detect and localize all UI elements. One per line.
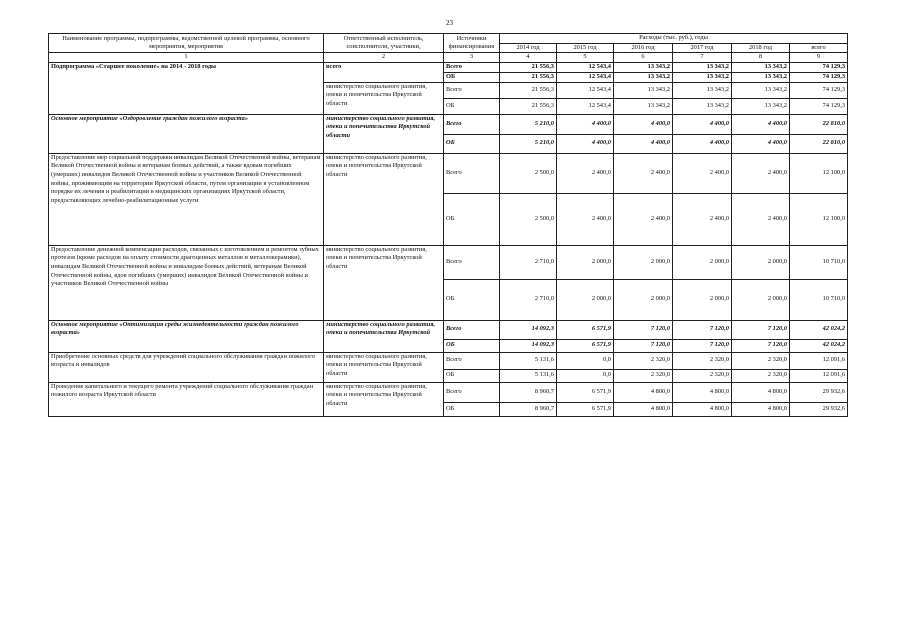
value-cell: 4 400,0	[614, 134, 673, 153]
value-cell: 2 400,0	[614, 153, 673, 193]
value-cell: 2 000,0	[673, 245, 732, 279]
column-number: 9	[790, 53, 848, 63]
value-cell: 6 571,9	[557, 339, 614, 352]
value-cell: 13 343,2	[673, 62, 732, 72]
value-cell: 4 400,0	[557, 134, 614, 153]
value-cell: 0,0	[557, 369, 614, 382]
value-cell: 7 120,0	[732, 339, 790, 352]
executor-cell: министерство социального развития, опеки и попечительства Иркутской области	[324, 382, 444, 416]
source-cell: ОБ	[444, 193, 500, 245]
total-cell: 10 710,0	[790, 245, 848, 279]
value-cell: 5 131,6	[500, 369, 557, 382]
main-activity-name: Основное мероприятие «Оптимизация среды жизнедеятельности граждан пожилого возраста»	[49, 320, 324, 352]
value-cell: 7 120,0	[732, 320, 790, 339]
value-cell: 12 543,4	[557, 72, 614, 82]
executor-cell: министерство социального развития, опеки и попечительства Иркутской области	[324, 153, 444, 245]
value-cell: 6 571,9	[557, 402, 614, 416]
value-cell: 4 800,0	[614, 382, 673, 402]
activity-name: Предоставление денежной компенсации расходов, связанных с изготовлением и ремонтом зубных протезов (кроме расходов на оплату стоимости драгоценных металлов и металлокерамики), инвалидам Великой Отечественной войны и инвалидам боевых действий, ветеранам Великой Отечественной войны, вдов погибших (умерших) инвалидов Великой Отечественной войны и участников Великой Отечественной войны	[49, 245, 324, 320]
value-cell: 4 800,0	[673, 382, 732, 402]
value-cell: 2 400,0	[614, 193, 673, 245]
value-cell: 14 092,3	[500, 339, 557, 352]
value-cell: 7 120,0	[614, 320, 673, 339]
value-cell: 4 400,0	[557, 114, 614, 134]
executor-cell: министерство социального развития, опеки и попечительства Иркутской области	[324, 114, 444, 153]
value-cell: 12 543,4	[557, 98, 614, 114]
executor-cell: министерство социального развития, опеки и попечительства Иркутской	[324, 320, 444, 352]
source-cell: Всего	[444, 114, 500, 134]
value-cell: 4 400,0	[614, 114, 673, 134]
value-cell: 2 320,0	[732, 352, 790, 369]
header-total: всего	[790, 43, 848, 53]
value-cell: 4 400,0	[673, 134, 732, 153]
value-cell: 4 800,0	[673, 402, 732, 416]
total-cell: 22 810,0	[790, 114, 848, 134]
source-cell: Всего	[444, 245, 500, 279]
value-cell: 13 343,2	[732, 82, 790, 98]
value-cell: 13 343,2	[732, 98, 790, 114]
header-expenses: Расходы (тыс. руб.), годы	[500, 34, 848, 44]
total-cell: 10 710,0	[790, 279, 848, 320]
value-cell: 13 343,2	[732, 62, 790, 72]
value-cell: 14 092,3	[500, 320, 557, 339]
value-cell: 2 500,0	[500, 153, 557, 193]
header-program: Наименование программы, подпрограммы, ведомственной целевой программы, основного мероприятия, мероприятия	[49, 34, 324, 53]
source-cell: ОБ	[444, 402, 500, 416]
value-cell: 8 960,7	[500, 382, 557, 402]
column-number: 5	[557, 53, 614, 63]
source-cell: Всего	[444, 62, 500, 72]
header-executor: Ответственный исполнитель, соисполнители, участники,	[324, 34, 444, 53]
value-cell: 8 960,7	[500, 402, 557, 416]
total-cell: 74 129,3	[790, 72, 848, 82]
header-year: 2017 год	[673, 43, 732, 53]
value-cell: 2 000,0	[732, 245, 790, 279]
executor-cell: министерство социального развития, опеки и попечительства Иркутской области	[324, 245, 444, 320]
value-cell: 2 000,0	[614, 245, 673, 279]
activity-name: Проведение капитального и текущего ремонта учреждений социального обслуживания граждан пожилого возраста Иркутской области	[49, 382, 324, 416]
value-cell: 0,0	[557, 352, 614, 369]
value-cell: 5 210,0	[500, 114, 557, 134]
value-cell: 13 343,2	[614, 62, 673, 72]
value-cell: 21 556,3	[500, 98, 557, 114]
column-number: 8	[732, 53, 790, 63]
value-cell: 21 556,3	[500, 72, 557, 82]
value-cell: 2 000,0	[732, 279, 790, 320]
total-cell: 29 932,6	[790, 382, 848, 402]
executor-cell: всего	[324, 62, 444, 82]
value-cell: 21 556,3	[500, 82, 557, 98]
value-cell: 12 543,4	[557, 82, 614, 98]
budget-table	[48, 33, 848, 417]
header-year: 2016 год	[614, 43, 673, 53]
header-year: 2015 год	[557, 43, 614, 53]
value-cell: 7 120,0	[673, 339, 732, 352]
value-cell: 2 000,0	[614, 279, 673, 320]
value-cell: 2 400,0	[557, 153, 614, 193]
value-cell: 21 556,3	[500, 62, 557, 72]
source-cell: Всего	[444, 153, 500, 193]
value-cell: 4 800,0	[732, 382, 790, 402]
value-cell: 13 343,2	[614, 82, 673, 98]
value-cell: 13 343,2	[614, 72, 673, 82]
source-cell: ОБ	[444, 134, 500, 153]
column-number: 3	[444, 53, 500, 63]
column-number: 7	[673, 53, 732, 63]
value-cell: 6 571,9	[557, 382, 614, 402]
value-cell: 4 400,0	[732, 114, 790, 134]
total-cell: 12 100,0	[790, 193, 848, 245]
total-cell: 74 129,3	[790, 98, 848, 114]
activity-name: Предоставление мер социальной поддержки инвалидам Великой Отечественной войны, ветеранам Великой Отечественной войны и ветеранам боевых действий, а также вдовам погибших (умерших) инвалидов Великой Отечественной войны и участников Великой Отечественной войны, проживающим на территории Иркутской области, путем организации в установленном порядке их лечения и реабилитации в медицинских организациях Иркутской области, предоставляющих лечебно-реабилитационные услуги	[49, 153, 324, 245]
value-cell: 2 400,0	[673, 153, 732, 193]
value-cell: 12 543,4	[557, 62, 614, 72]
source-cell: Всего	[444, 82, 500, 98]
value-cell: 2 400,0	[673, 193, 732, 245]
value-cell: 7 120,0	[673, 320, 732, 339]
value-cell: 5 131,6	[500, 352, 557, 369]
value-cell: 2 710,0	[500, 245, 557, 279]
value-cell: 13 343,2	[673, 82, 732, 98]
main-activity-name: Основное мероприятие «Оздоровление граждан пожилого возраста»	[49, 114, 324, 153]
source-cell: ОБ	[444, 98, 500, 114]
executor-cell: министерство социального развития, опеки и попечительства Иркутской области	[324, 82, 444, 114]
subprogram-name: Подпрограмма «Старшее поколение» на 2014 - 2018 годы	[49, 62, 324, 114]
total-cell: 29 932,6	[790, 402, 848, 416]
value-cell: 2 320,0	[732, 369, 790, 382]
column-number: 1	[49, 53, 324, 63]
value-cell: 4 800,0	[732, 402, 790, 416]
source-cell: ОБ	[444, 339, 500, 352]
total-cell: 12 091,6	[790, 369, 848, 382]
activity-name: Приобретение основных средств для учреждений социального обслуживания граждан пожилого возраста и инвалидов	[49, 352, 324, 382]
total-cell: 22 810,0	[790, 134, 848, 153]
total-cell: 12 100,0	[790, 153, 848, 193]
value-cell: 2 320,0	[614, 352, 673, 369]
value-cell: 13 343,2	[673, 98, 732, 114]
value-cell: 13 343,2	[614, 98, 673, 114]
source-cell: Всего	[444, 320, 500, 339]
value-cell: 5 210,0	[500, 134, 557, 153]
source-cell: ОБ	[444, 369, 500, 382]
value-cell: 2 400,0	[557, 193, 614, 245]
value-cell: 13 343,2	[732, 72, 790, 82]
value-cell: 2 000,0	[557, 279, 614, 320]
value-cell: 2 320,0	[673, 369, 732, 382]
value-cell: 2 400,0	[732, 153, 790, 193]
executor-cell: министерство социального развития, опеки и попечительства Иркутской области	[324, 352, 444, 382]
total-cell: 42 024,2	[790, 339, 848, 352]
column-number: 4	[500, 53, 557, 63]
source-cell: ОБ	[444, 72, 500, 82]
column-number: 2	[324, 53, 444, 63]
header-year: 2018 год	[732, 43, 790, 53]
value-cell: 7 120,0	[614, 339, 673, 352]
total-cell: 42 024,2	[790, 320, 848, 339]
value-cell: 2 320,0	[614, 369, 673, 382]
value-cell: 2 000,0	[557, 245, 614, 279]
value-cell: 4 800,0	[614, 402, 673, 416]
value-cell: 2 400,0	[732, 193, 790, 245]
value-cell: 2 500,0	[500, 193, 557, 245]
header-source: Источники финансирования	[444, 34, 500, 53]
header-year: 2014 год	[500, 43, 557, 53]
column-number: 6	[614, 53, 673, 63]
source-cell: ОБ	[444, 279, 500, 320]
page-number: 23	[446, 19, 453, 27]
source-cell: Всего	[444, 382, 500, 402]
value-cell: 2 710,0	[500, 279, 557, 320]
value-cell: 13 343,2	[673, 72, 732, 82]
total-cell: 74 129,3	[790, 82, 848, 98]
value-cell: 4 400,0	[673, 114, 732, 134]
total-cell: 74 129,3	[790, 62, 848, 72]
value-cell: 2 320,0	[673, 352, 732, 369]
source-cell: Всего	[444, 352, 500, 369]
value-cell: 6 571,9	[557, 320, 614, 339]
value-cell: 4 400,0	[732, 134, 790, 153]
value-cell: 2 000,0	[673, 279, 732, 320]
total-cell: 12 091,6	[790, 352, 848, 369]
